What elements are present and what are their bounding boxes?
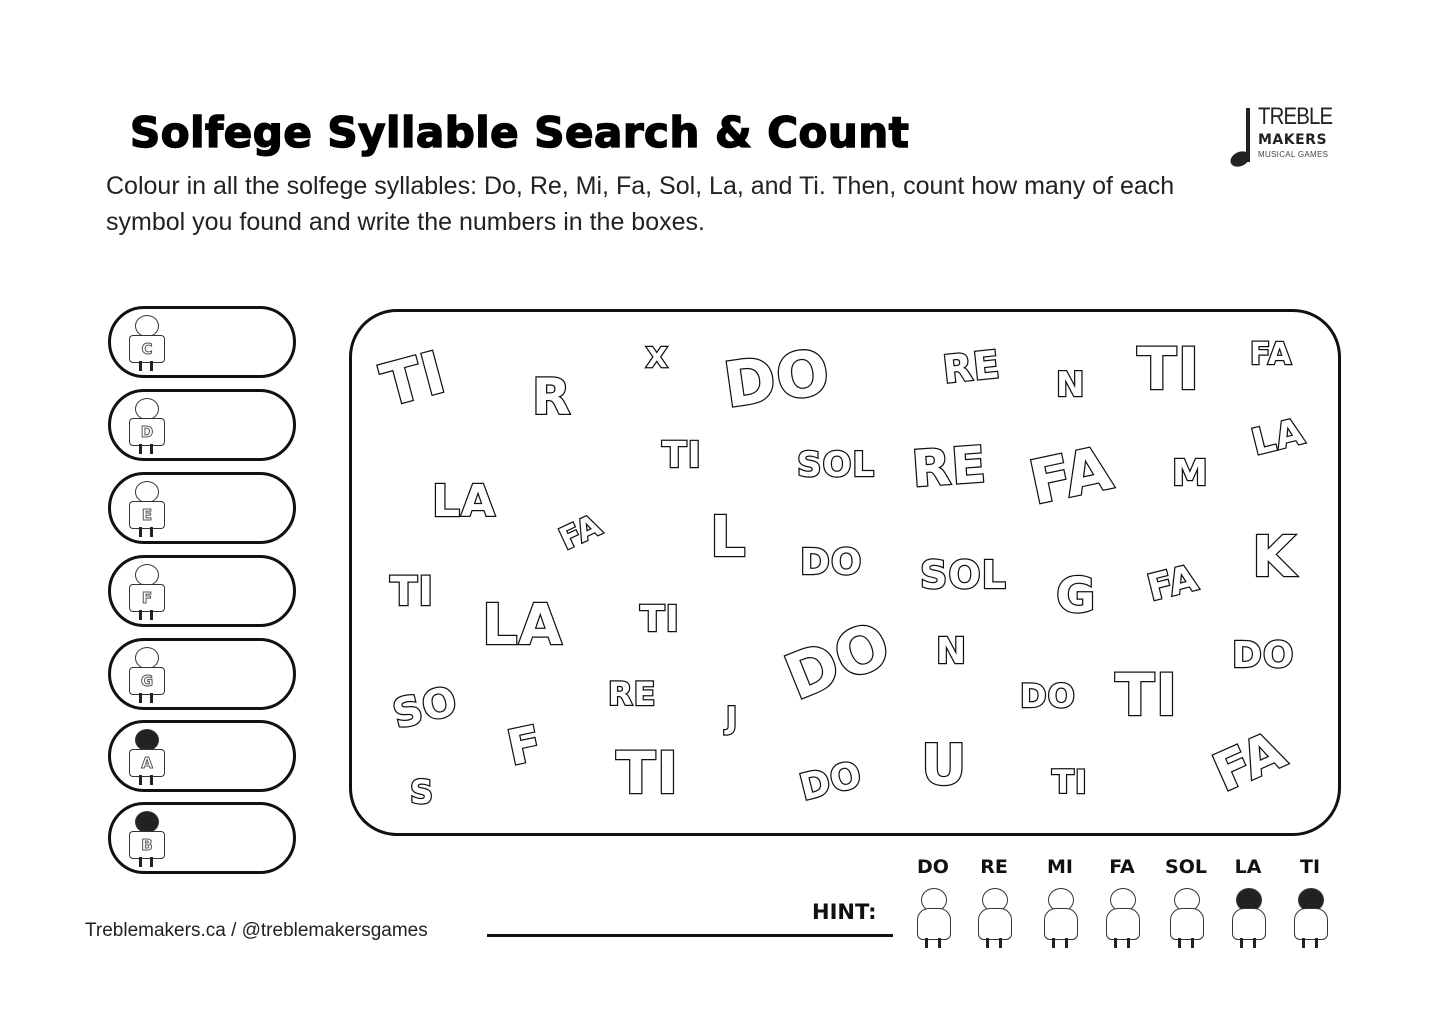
search-word[interactable]: FA xyxy=(554,507,608,558)
search-word[interactable]: DO xyxy=(775,606,901,715)
search-word[interactable]: K xyxy=(1252,525,1297,590)
hint-fa: FA xyxy=(1092,856,1152,950)
logo-line-3: MUSICAL GAMES xyxy=(1258,150,1329,159)
hint-ti: TI xyxy=(1280,856,1340,950)
search-word[interactable]: DO xyxy=(1232,635,1295,676)
search-word[interactable]: TI xyxy=(662,435,702,476)
g-character-icon: G xyxy=(121,647,173,705)
logo-line-2: MAKERS xyxy=(1258,132,1328,148)
answer-box-a[interactable] xyxy=(108,720,296,792)
instructions-text: Colour in all the solfege syllables: Do, Re, Mi, Fa, Sol, La, and Ti. Then, count how many of each symbol you found and write the numbers in the boxes. xyxy=(106,172,1175,236)
search-word[interactable]: LA xyxy=(1247,411,1309,464)
search-word[interactable]: TI xyxy=(390,569,435,615)
search-word[interactable]: TI xyxy=(1115,661,1179,729)
search-word[interactable]: X xyxy=(646,341,669,374)
search-word[interactable]: SOL xyxy=(797,445,876,485)
search-word[interactable]: LA xyxy=(482,593,564,658)
search-word[interactable]: L xyxy=(710,505,747,570)
search-word[interactable]: FA xyxy=(1023,433,1119,519)
search-word[interactable]: TI xyxy=(374,337,453,421)
search-word[interactable]: RE xyxy=(910,435,989,499)
hint-re: RE xyxy=(964,856,1024,950)
search-word[interactable]: F xyxy=(502,715,548,777)
e-character-icon: E xyxy=(121,481,173,539)
search-word[interactable]: DO xyxy=(800,542,863,583)
search-word[interactable]: U xyxy=(921,733,968,798)
answer-box-c[interactable] xyxy=(108,306,296,378)
do-character-icon xyxy=(913,888,953,950)
ti-character-icon xyxy=(1290,888,1330,950)
hint-sol: SOL xyxy=(1156,856,1216,950)
search-word[interactable]: RE xyxy=(940,342,1003,392)
hint-label: HINT: xyxy=(812,900,877,924)
search-word[interactable]: J xyxy=(726,701,739,736)
sol-character-icon xyxy=(1166,888,1206,950)
search-word[interactable]: SOL xyxy=(920,553,1007,597)
f-character-icon: F xyxy=(121,564,173,622)
fa-character-icon xyxy=(1102,888,1142,950)
search-word[interactable]: FA xyxy=(1143,557,1203,610)
search-word[interactable]: SO xyxy=(388,677,463,739)
d-character-icon: D xyxy=(121,398,173,456)
logo-line-1: TREBLE xyxy=(1258,103,1333,130)
answer-box-f[interactable] xyxy=(108,555,296,627)
search-word[interactable]: RE xyxy=(608,675,657,713)
footer-link[interactable]: Treblemakers.ca / @treblemakersgames xyxy=(85,920,428,941)
hint-mi: MI xyxy=(1030,856,1090,950)
mi-character-icon xyxy=(1040,888,1080,950)
footer-divider xyxy=(487,934,893,937)
search-word[interactable]: R xyxy=(532,368,572,426)
search-word[interactable]: DO xyxy=(719,334,835,423)
search-word[interactable]: TI xyxy=(640,599,680,640)
c-character-icon: C xyxy=(121,315,173,373)
search-word[interactable]: TI xyxy=(1137,335,1201,403)
search-word[interactable]: TI xyxy=(1052,763,1088,801)
search-word[interactable]: M xyxy=(1172,453,1209,494)
answer-box-b[interactable] xyxy=(108,802,296,874)
search-word[interactable]: DO xyxy=(795,754,867,809)
answer-box-e[interactable] xyxy=(108,472,296,544)
la-character-icon xyxy=(1228,888,1268,950)
b-character-icon: B xyxy=(121,811,173,869)
search-word[interactable]: DO xyxy=(1020,677,1076,715)
search-word[interactable]: S xyxy=(410,773,435,811)
search-word[interactable]: FA xyxy=(1204,719,1295,805)
search-word[interactable]: N xyxy=(1056,365,1086,405)
hint-la: LA xyxy=(1218,856,1278,950)
search-word[interactable]: FA xyxy=(1250,337,1293,372)
answer-box-d[interactable] xyxy=(108,389,296,461)
treblemakers-logo xyxy=(1228,104,1348,174)
answer-box-g[interactable] xyxy=(108,638,296,710)
hint-do: DO xyxy=(903,856,963,950)
page-title: Solfege Syllable Search & Count xyxy=(130,108,910,157)
search-word[interactable]: N xyxy=(936,631,968,672)
a-character-icon: A xyxy=(121,729,173,787)
search-word[interactable]: LA xyxy=(432,476,497,527)
search-word[interactable]: TI xyxy=(616,739,680,807)
search-word[interactable]: G xyxy=(1056,568,1097,624)
re-character-icon xyxy=(974,888,1014,950)
